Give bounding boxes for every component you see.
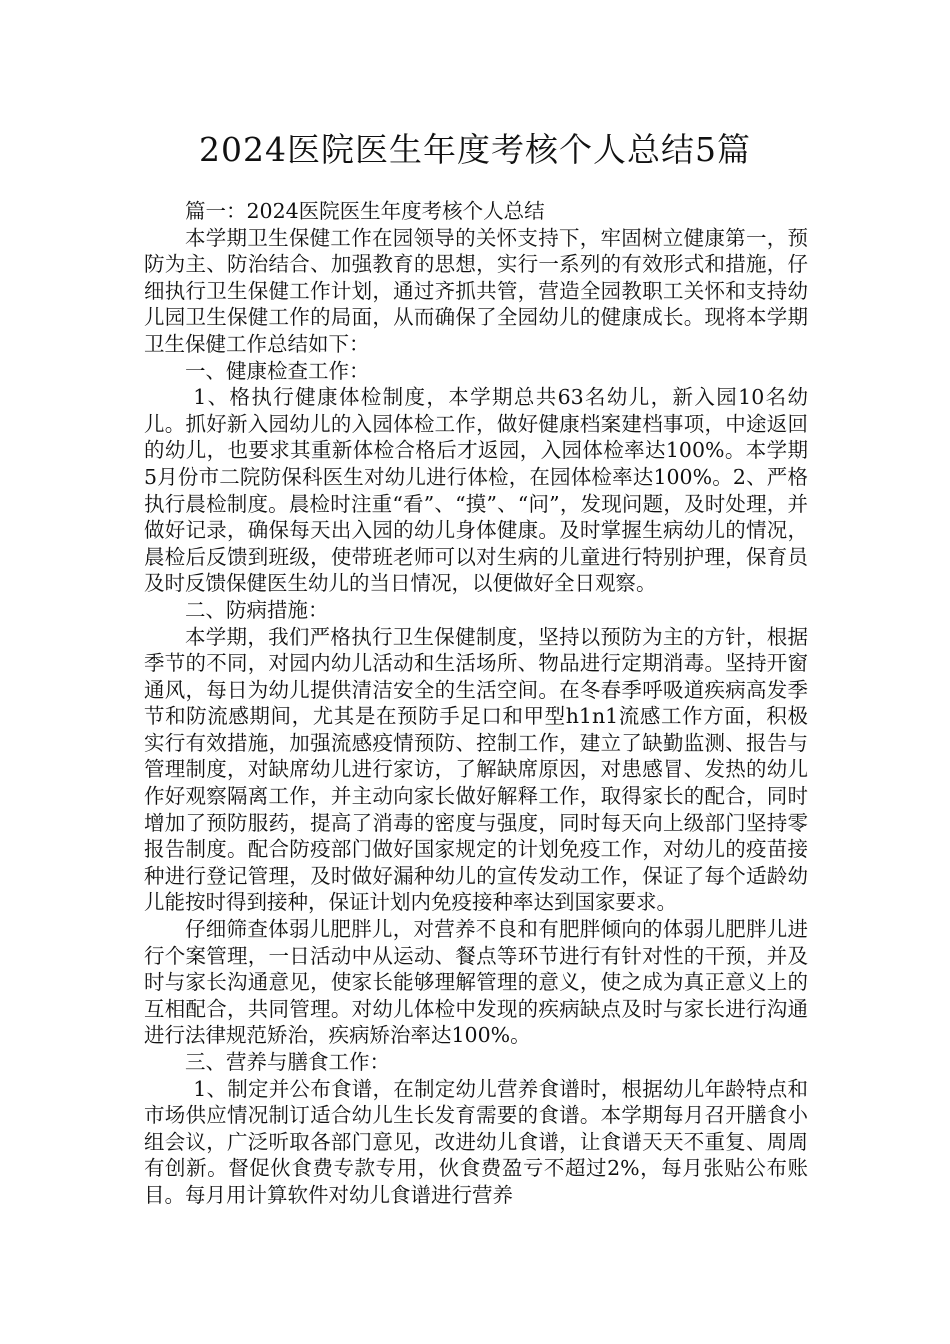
- paragraph-intro: 本学期卫生保健工作在园领导的关怀支持下，牢固树立健康第一，预防为主、防治结合、加强教育的思想，实行一系列的有效形式和措施，仔细执行卫生保健工作计划，通过齐抓共管，营造全园教职工关怀和支持幼儿园卫生保健工作的局面，从而确保了全园幼儿的健康成长。现将本学期卫生保健工作总结如下：: [144, 225, 808, 356]
- section-heading-health-check: 一、健康检查工作：: [185, 358, 370, 383]
- document-body: [144, 198, 808, 1209]
- section-heading-nutrition: 三、营养与膳食工作：: [185, 1050, 390, 1074]
- paragraph-weak-obese-children: 仔细筛查体弱儿肥胖儿，对营养不良和有肥胖倾向的体弱儿肥胖儿进行个案管理，一日活动中从运动、餐点等环节进行有针对性的干预，并及时与家长沟通意见，使家长能够理解管理的意义，使之成为真正意义上的互相配合，共同管理。对幼儿体检中发现的疾病缺点及时与家长进行沟通进行法律规范矫治，疾病矫治率达100%。: [144, 917, 808, 1048]
- paragraph-disease-prevention: 本学期，我们严格执行卫生保健制度，坚持以预防为主的方针，根据季节的不同，对园内幼儿活动和生活场所、物品进行定期消毒。坚持开窗通风，每日为幼儿提供清洁安全的生活空间。在冬春季呼吸道疾病高发季节和防流感期间，尤其是在预防手足口和甲型h1n1流感工作方面，积极实行有效措施，加强流感疫情预防、控制工作，建立了缺勤监测、报告与管理制度，对缺席幼儿进行家访，了解缺席原因，对患感冒、发热的幼儿作好观察隔离工作，并主动向家长做好解释工作，取得家长的配合，同时增加了预防服药，提高了消毒的密度与强度，同时每天向上级部门坚持零报告制度。配合防疫部门做好国家规定的计划免疫工作，对幼儿的疫苗接种进行登记管理，及时做好漏种幼儿的宣传发动工作，保证了每个适龄幼儿能按时得到接种，保证计划内免疫接种率达到国家要求。: [144, 624, 808, 915]
- section-heading-disease-prevention: 二、防病措施：: [185, 597, 329, 622]
- paragraph-health-check: 1、格执行健康体检制度，本学期总共63名幼儿，新入园10名幼儿。抓好新入园幼儿的入园体检工作，做好健康档案建档事项，中途返回的幼儿，也要求其重新体检合格后才返园，入园体检率达100%。本学期5月份市二院防保科医生对幼儿进行体检，在园体检率达100%。2、严格执行晨检制度。晨检时注重“看”、“摸”、“问”，发现问题，及时处理，并做好记录，确保每天出入园的幼儿身体健康。及时掌握生病幼儿的情况，晨检后反馈到班级，使带班老师可以对生病的儿童进行特别护理，保育员及时反馈保健医生幼儿的当日情况，以便做好全日观察。: [144, 385, 808, 596]
- section-heading-article-one: 篇一：2024医院医生年度考核个人总结: [185, 199, 545, 223]
- paragraph-nutrition: 1、制定并公布食谱，在制定幼儿营养食谱时，根据幼儿年龄特点和市场供应情况制订适合幼儿生长发育需要的食谱。本学期每月召开膳食小组会议，广泛听取各部门意见，改进幼儿食谱，让食谱天天不重复、周周有创新。督促伙食费专款专用，伙食费盈亏不超过2%，每月张贴公布账目。每月用计算软件对幼儿食谱进行营养: [144, 1076, 808, 1207]
- document-title: 2024医院医生年度考核个人总结5篇: [199, 130, 751, 169]
